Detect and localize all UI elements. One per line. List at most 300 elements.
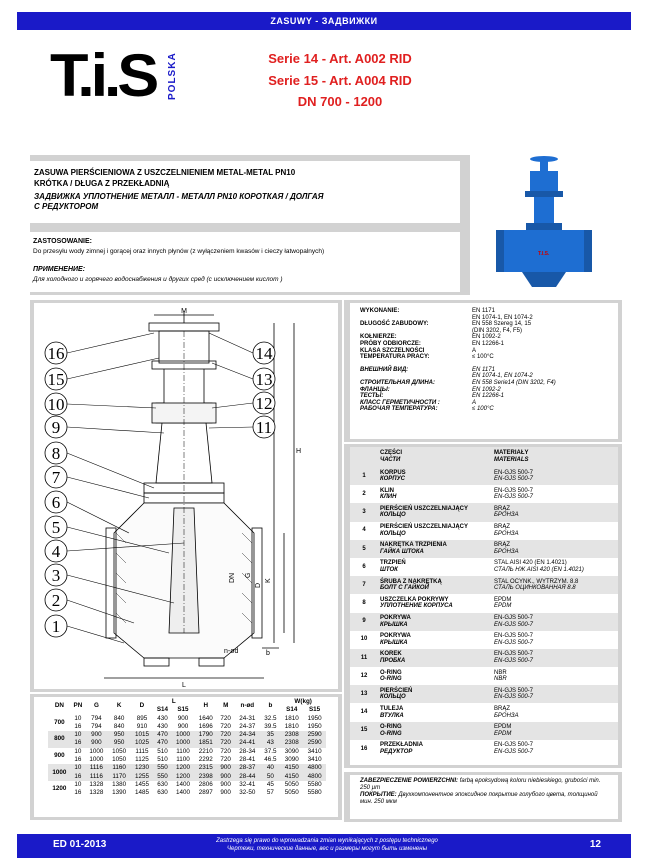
dim-nod: n-ød xyxy=(224,648,239,655)
parts-row xyxy=(350,740,618,758)
callout-label: 5 xyxy=(51,518,61,537)
dims-col-k: K xyxy=(116,702,122,710)
spec-row xyxy=(360,308,556,315)
dims-cell-w14: 2308 xyxy=(280,731,303,739)
spec-value: A xyxy=(472,399,477,406)
dims-cell-dn: 900 xyxy=(54,751,65,759)
part-number: 3 xyxy=(350,503,378,521)
callout-leader xyxy=(67,453,154,488)
dims-cell-m: 720 xyxy=(220,722,231,730)
dims-cell-m: 720 xyxy=(217,731,234,739)
part-name-pl: KORPUS xyxy=(380,469,406,476)
part-material: EN-GJS 500-7 xyxy=(494,651,534,658)
dims-cell-s15: 1100 xyxy=(176,747,190,755)
part-name-cell xyxy=(378,722,492,740)
dims-cell-d: 1485 xyxy=(134,789,149,797)
part-number: 7 xyxy=(350,576,378,594)
dims-cell-h: 2210 xyxy=(198,747,213,755)
dims-cell-b: 35 xyxy=(260,731,280,739)
part-name-ru: ГАЙКА ШТОКА xyxy=(380,548,424,555)
dims-cell-s14: 630 xyxy=(157,780,168,788)
dims-cell-g: 1116 xyxy=(85,773,108,781)
dims-cell-pn: 10 xyxy=(74,747,82,755)
dims-col-d: D xyxy=(139,702,145,710)
coating-box xyxy=(350,775,618,819)
dims-cell-h: 2398 xyxy=(194,773,217,781)
dims-row xyxy=(48,739,326,747)
dims-cell-w15: 4800 xyxy=(303,773,326,781)
series-line-3: DN 700 - 1200 xyxy=(297,94,383,109)
dims-cell-w15: 1950 xyxy=(307,722,322,730)
callout-label: 1 xyxy=(51,617,61,636)
spec-label: TEMPERATURA PRACY: xyxy=(360,354,430,361)
part-name-cell xyxy=(378,703,492,721)
dims-cell-d: 1125 xyxy=(135,756,149,764)
valve-drawing xyxy=(34,303,338,689)
parts-row xyxy=(350,540,618,558)
dims-cell-m: 720 xyxy=(220,747,231,755)
part-number: 9 xyxy=(350,613,378,631)
parts-table xyxy=(350,447,618,758)
dims-cell-h: 1696 xyxy=(198,722,213,730)
dims-cell-nod: 28-37 xyxy=(234,764,260,772)
callout-leader xyxy=(67,404,156,408)
application-box xyxy=(30,232,460,292)
product-image xyxy=(470,155,622,295)
part-material: EPDM xyxy=(494,724,512,731)
part-material-cell xyxy=(492,631,618,649)
part-name-cell xyxy=(378,503,492,521)
part-name-ru: УПЛОТНЕНИЕ КОРПУСА xyxy=(380,603,453,610)
callout-label: 3 xyxy=(51,566,61,585)
part-name-pl: KLIN xyxy=(380,487,394,494)
part-name-pl: NAKRĘTKA TRZPIENIA xyxy=(380,542,447,549)
dims-cell-d: 1115 xyxy=(135,747,149,755)
part-name-cell xyxy=(378,467,492,485)
part-number: 8 xyxy=(362,600,366,607)
spec-label: KLASA SZCZELNOŚCI xyxy=(360,347,425,354)
part-name-ru: КРЫШКА xyxy=(380,621,408,628)
dims-cell-w14: 5050 xyxy=(284,780,299,788)
dims-col-nod: n-ød xyxy=(240,702,255,710)
part-name-cell xyxy=(378,594,492,612)
product-title-ru-2: С РЕДУКТОРОМ xyxy=(34,202,99,211)
dims-cell-w14: 4150 xyxy=(280,773,303,781)
parts-row xyxy=(350,594,618,612)
spec-value: (DIN 3202, F4, F5) xyxy=(472,327,523,334)
spec-value: EN 1092-2 xyxy=(472,334,501,341)
callout-label: 8 xyxy=(51,444,61,463)
part-material-ru: EN-GJS 500-7 xyxy=(494,639,534,646)
part-name-ru: O-RING xyxy=(380,730,402,737)
spec-row xyxy=(360,380,556,387)
dims-cell-s14: 550 xyxy=(153,764,171,772)
part-material: STAL AISI 420 (EN 1.4021) xyxy=(494,560,567,567)
part-name-ru: ПРОБКА xyxy=(380,657,406,664)
dims-cell-k: 840 xyxy=(113,714,125,722)
dims-cell-pn: 10 xyxy=(74,714,82,722)
dims-row xyxy=(48,781,326,789)
part-material-ru: БРОНЗА xyxy=(494,712,519,719)
drawing-area xyxy=(34,303,338,689)
dims-cell-s15: 900 xyxy=(177,722,189,730)
spec-label: ТЕСТЫ: xyxy=(360,393,384,400)
spec-value: ≤ 100°C xyxy=(472,354,494,361)
dims-cell-w14: 3090 xyxy=(284,756,299,764)
part-material-cell xyxy=(492,649,618,667)
dims-col-m: M xyxy=(223,702,229,710)
part-material-ru: БРОНЗА xyxy=(494,548,519,555)
dim-H: H xyxy=(296,448,302,455)
part-name-pl: O-RING xyxy=(380,724,402,731)
part-name-pl: PIERŚCIEŃ USZCZELNIAJĄCY xyxy=(380,524,469,531)
dims-cell-dn: 1000 xyxy=(48,764,71,781)
dims-col-l-s14: S14 xyxy=(156,706,169,714)
dims-cell-s15: 1400 xyxy=(175,789,190,797)
spec-value: EN 12266-1 xyxy=(472,340,505,347)
part-name-ru: РЕДУКТОР xyxy=(380,748,413,755)
dims-cell-m: 900 xyxy=(217,773,234,781)
dims-cell-b: 50 xyxy=(260,773,280,781)
dims-cell-pn: 16 xyxy=(71,773,85,781)
part-name-pl: USZCZELKA POKRYWY xyxy=(380,596,449,603)
spec-row xyxy=(360,354,556,361)
spec-value: EN 12266-1 xyxy=(472,393,505,400)
part-name-pl: O-RING xyxy=(380,669,402,676)
part-material-cell xyxy=(492,467,618,485)
dim-K: K xyxy=(265,578,272,583)
dims-cell-w15: 4800 xyxy=(303,764,326,772)
callout-label: 9 xyxy=(51,418,61,437)
dims-cell-g: 794 xyxy=(91,722,102,730)
spec-value: EN 1074-1, EN 1074-2 xyxy=(472,314,533,321)
dims-cell-h: 2292 xyxy=(198,756,213,764)
part-material: EN-GJS 500-7 xyxy=(494,487,534,494)
dims-cell-g: 794 xyxy=(91,714,102,722)
dims-cell-w15: 2590 xyxy=(303,731,326,739)
part-material-ru: EPDM xyxy=(494,603,512,610)
dims-cell-dn: 800 xyxy=(48,731,71,748)
part-number: 4 xyxy=(362,527,366,534)
parts-row xyxy=(350,649,618,667)
spec-row xyxy=(360,387,556,394)
dims-cell-k: 840 xyxy=(113,722,125,730)
dims-cell-s14: 510 xyxy=(157,756,168,764)
dims-cell-s15: 1400 xyxy=(175,780,190,788)
dim-DN: DN xyxy=(229,572,236,583)
dims-cell-s15: 1100 xyxy=(176,756,190,764)
callout-label: 6 xyxy=(51,493,61,512)
spec-row xyxy=(360,321,556,328)
part-name-pl: PIERŚCIEŃ USZCZELNIAJĄCY xyxy=(380,505,469,512)
dims-cell-nod: 28-34 xyxy=(239,747,256,755)
dims-cell-s14: 550 xyxy=(153,773,171,781)
application-text-pl: Do przesyłu wody zimnej i gorącej oraz innych płynów (z wyłączeniem kwasów i cieczy łatwopalnych) xyxy=(33,248,325,255)
dims-cell-k: 1390 xyxy=(112,789,127,797)
spec-label: PRÓBY ODBIORCZE: xyxy=(360,340,421,347)
product-title-pl-1: ZASUWA PIERŚCIENIOWA Z USZCZELNIENIEM METAL-METAL PN10 xyxy=(34,168,296,177)
dims-cell-k: 1050 xyxy=(112,756,127,764)
part-material: EN-GJS 500-7 xyxy=(494,633,534,640)
dims-cell-s15: 900 xyxy=(177,714,189,722)
dims-cell-w14: 5050 xyxy=(284,789,299,797)
dims-cell-w15: 1950 xyxy=(307,714,322,722)
dims-cell-b: 46.5 xyxy=(264,756,277,764)
dims-col-w: W(kg) xyxy=(294,698,312,705)
logo-sub: POLSKA xyxy=(167,52,178,100)
dim-D: D xyxy=(255,582,262,588)
parts-row xyxy=(350,667,618,685)
spec-row xyxy=(360,367,556,374)
specs-box xyxy=(350,303,618,439)
part-material: BRĄZ xyxy=(494,524,511,531)
part-material-cell xyxy=(492,522,618,540)
parts-row xyxy=(350,503,618,521)
part-material: EN-GJS 500-7 xyxy=(494,615,534,621)
callout-leader xyxy=(67,358,159,379)
spec-label: WYKONANIE: xyxy=(360,308,400,314)
parts-row xyxy=(350,522,618,540)
part-name-pl: KOREK xyxy=(380,651,402,658)
product-title-box xyxy=(30,161,460,223)
callout-leader xyxy=(67,477,149,498)
part-name-cell xyxy=(378,685,492,703)
dims-cell-m: 720 xyxy=(220,756,231,764)
dims-cell-h: 1851 xyxy=(194,739,217,747)
part-name-ru: КРЫШКА xyxy=(380,639,408,646)
dims-cell-b: 45 xyxy=(266,780,274,788)
spec-value: EN 1171 xyxy=(472,366,495,373)
callout-label: 13 xyxy=(255,370,273,389)
dims-cell-m: 900 xyxy=(220,789,231,797)
part-material-ru: EN-GJS 500-7 xyxy=(494,494,534,501)
part-material-ru: NBR xyxy=(494,676,507,683)
parts-row xyxy=(350,558,618,576)
dims-cell-h: 1640 xyxy=(198,714,213,722)
part-material-ru: БРОНЗА xyxy=(494,512,519,519)
dims-cell-k: 950 xyxy=(108,731,131,739)
coating-text-pl: farbą epoksydową koloru niebieskiego, grubości min. 250 µm xyxy=(360,778,601,791)
spec-row xyxy=(360,373,556,380)
parts-row xyxy=(350,613,618,631)
part-material-cell xyxy=(492,685,618,703)
part-material-ru: EN-GJS 500-7 xyxy=(494,621,534,628)
callout-leader xyxy=(209,427,253,428)
dims-cell-d: 895 xyxy=(136,714,148,722)
dims-cell-d: 1255 xyxy=(131,773,154,781)
spec-label: РАБОЧАЯ ТЕМПЕРАТУРА: xyxy=(360,406,438,413)
dims-cell-nod: 24-41 xyxy=(234,739,260,747)
dims-table-box xyxy=(34,697,338,817)
dims-cell-nod: 24-31 xyxy=(239,714,256,722)
dims-cell-pn: 10 xyxy=(74,780,82,788)
part-material-ru: EN-GJS 500-7 xyxy=(494,657,534,664)
dims-cell-d: 1230 xyxy=(131,764,154,772)
dim-b: b xyxy=(266,650,270,657)
callout-label: 2 xyxy=(51,591,61,610)
dims-cell-b: 32.5 xyxy=(264,714,277,722)
part-number: 2 xyxy=(362,490,366,497)
callout-leader xyxy=(67,333,154,353)
part-name-cell xyxy=(378,576,492,594)
product-title-ru-1: ЗАДВИЖКА УПЛОТНЕНИЕ МЕТАЛЛ - МЕТАЛЛ PN10 КОРОТКАЯ / ДОЛГАЯ xyxy=(34,192,324,201)
callout-label: 12 xyxy=(255,394,273,413)
part-material-cell xyxy=(492,594,618,612)
dims-cell-h: 2315 xyxy=(194,764,217,772)
part-number: 15 xyxy=(350,722,378,740)
series-line-1: Serie 14 - Art. A002 RID xyxy=(268,51,412,66)
callout-label: 11 xyxy=(255,418,273,437)
dims-col-w-s15: S15 xyxy=(308,706,321,714)
part-material-ru: EN-GJS 500-7 xyxy=(494,748,534,755)
spec-row xyxy=(360,393,556,400)
logo-text: T.i.S xyxy=(50,42,156,109)
part-number: 6 xyxy=(362,563,366,570)
application-title-ru: ПРИМЕНЕНИЕ: xyxy=(33,266,86,273)
part-material: EN-GJS 500-7 xyxy=(494,742,534,749)
dims-cell-pn: 16 xyxy=(74,756,82,764)
footer-note-pl: Zastrzega się prawo do wprowadzania zmian wynikających z postępu technicznego xyxy=(216,838,438,844)
callout-label: 7 xyxy=(51,468,61,487)
dims-cell-b: 43 xyxy=(260,739,280,747)
part-material: EPDM xyxy=(494,596,512,603)
dims-cell-s14: 470 xyxy=(153,731,171,739)
dims-cell-s14: 430 xyxy=(157,714,168,722)
dims-cell-h: 2806 xyxy=(198,780,213,788)
part-number: 14 xyxy=(360,709,368,716)
spec-row xyxy=(360,341,556,348)
header-title: ZASUWY - ЗАДВИЖКИ xyxy=(270,16,378,26)
callout-label: 10 xyxy=(47,395,65,414)
dims-cell-b: 37.5 xyxy=(264,747,277,755)
part-number: 10 xyxy=(360,636,368,643)
spec-row xyxy=(360,348,556,355)
dimensions-table xyxy=(48,698,326,798)
parts-header-c1: CZĘŚCI xyxy=(380,449,403,456)
dims-cell-pn: 10 xyxy=(71,764,85,772)
part-name-cell xyxy=(378,485,492,503)
part-number: 13 xyxy=(350,685,378,703)
spec-value: EN 1092-2 xyxy=(472,386,501,393)
dims-cell-nod: 28-41 xyxy=(239,756,256,764)
dims-cell-w15: 5580 xyxy=(307,789,322,797)
part-name-ru: O-RING xyxy=(380,676,402,683)
dims-cell-w14: 1810 xyxy=(284,722,299,730)
spec-value: EN 558 Serie14 (DIN 3202, F4) xyxy=(472,379,556,386)
dims-row xyxy=(48,748,326,756)
dims-cell-d: 1025 xyxy=(131,739,154,747)
dims-cell-g: 1116 xyxy=(85,764,108,772)
part-name-ru: КОЛЬЦО xyxy=(380,512,406,519)
part-name-ru: КОЛЬЦО xyxy=(380,530,406,537)
dims-cell-b: 39.5 xyxy=(264,722,277,730)
dims-cell-h: 1790 xyxy=(194,731,217,739)
parts-box xyxy=(350,447,618,765)
callout-leader xyxy=(67,502,129,533)
dims-col-w-s14: S14 xyxy=(286,706,298,714)
parts-row xyxy=(350,467,618,485)
valve-photo xyxy=(470,155,622,295)
part-name-cell xyxy=(378,522,492,540)
dim-G: G xyxy=(245,572,252,578)
specs-table xyxy=(360,308,556,413)
spec-row xyxy=(360,406,556,413)
callout-leader xyxy=(212,403,253,408)
dims-row xyxy=(48,723,326,731)
part-material-ru: СТАЛЬ НЖ AISI 420 (EN 1.4021) xyxy=(494,567,584,574)
dims-cell-b: 40 xyxy=(260,764,280,772)
dims-row xyxy=(48,715,326,723)
dims-cell-w14: 4150 xyxy=(280,764,303,772)
part-name-ru: БОЛТ С ГАЙКОЙ xyxy=(380,585,429,592)
part-number: 11 xyxy=(350,649,378,667)
callout-label: 14 xyxy=(255,344,273,363)
dims-cell-s14: 470 xyxy=(153,739,171,747)
parts-row xyxy=(350,685,618,703)
part-name-cell xyxy=(378,613,492,631)
dims-cell-g: 1000 xyxy=(89,756,104,764)
dims-cell-g: 900 xyxy=(85,731,108,739)
dims-cell-k: 1050 xyxy=(112,747,127,755)
part-name-cell xyxy=(378,649,492,667)
dims-cell-k: 950 xyxy=(108,739,131,747)
dims-col-l: L xyxy=(171,698,176,705)
part-name-cell xyxy=(378,631,492,649)
callout-label: 4 xyxy=(51,542,61,561)
part-name-cell xyxy=(378,558,492,576)
callout-leader xyxy=(212,363,253,379)
dims-cell-m: 900 xyxy=(217,764,234,772)
dims-cell-nod: 24-34 xyxy=(234,731,260,739)
header-bar xyxy=(17,12,631,30)
svg-text:T.I.S.: T.I.S. xyxy=(538,251,550,257)
dims-cell-dn: 700 xyxy=(54,718,65,726)
part-number: 5 xyxy=(350,540,378,558)
dims-cell-d: 910 xyxy=(136,722,148,730)
part-material-ru: EN-GJS 500-7 xyxy=(494,476,534,483)
dims-col-l-s15: S15 xyxy=(177,706,189,714)
dims-cell-w15: 2590 xyxy=(303,739,326,747)
dims-col-pn: PN xyxy=(73,702,83,710)
dims-cell-w15: 3410 xyxy=(307,747,322,755)
part-name-pl: TULEJA xyxy=(380,705,404,712)
part-material-ru: СТАЛЬ ОЦИНКОВАННАЯ 8.8 xyxy=(494,585,576,592)
spec-label xyxy=(360,328,472,335)
part-name-pl: ŚRUBA Z NAKRĘTKĄ xyxy=(380,578,442,585)
dims-cell-dn: 1200 xyxy=(52,785,67,793)
dims-col-dn: DN xyxy=(54,702,64,710)
dims-cell-pn: 16 xyxy=(71,739,85,747)
dims-row xyxy=(48,789,326,797)
dims-row xyxy=(48,731,326,739)
part-material: EN-GJS 500-7 xyxy=(494,687,534,694)
part-material-cell xyxy=(492,703,618,721)
dims-cell-s14: 630 xyxy=(157,789,168,797)
dims-cell-pn: 16 xyxy=(74,722,82,730)
part-name-pl: POKRYWA xyxy=(380,615,411,621)
dims-cell-nod: 32-41 xyxy=(239,780,256,788)
spec-value: EN 1074-1, EN 1074-2 xyxy=(472,373,533,380)
part-name-cell xyxy=(378,740,492,758)
part-material-cell xyxy=(492,503,618,521)
dims-col-b: b xyxy=(268,702,273,710)
callout-label: 16 xyxy=(47,344,65,363)
parts-row xyxy=(350,576,618,594)
part-material: BRĄZ xyxy=(494,505,511,512)
spec-label: ФЛАНЦЫ: xyxy=(360,386,390,393)
coating-text-ru: Двухкомпонентное эпоксидное покрытие голубого цвета, толщиной мин. 250 мкм xyxy=(360,792,598,805)
part-name-ru: КЛИН xyxy=(380,494,397,501)
